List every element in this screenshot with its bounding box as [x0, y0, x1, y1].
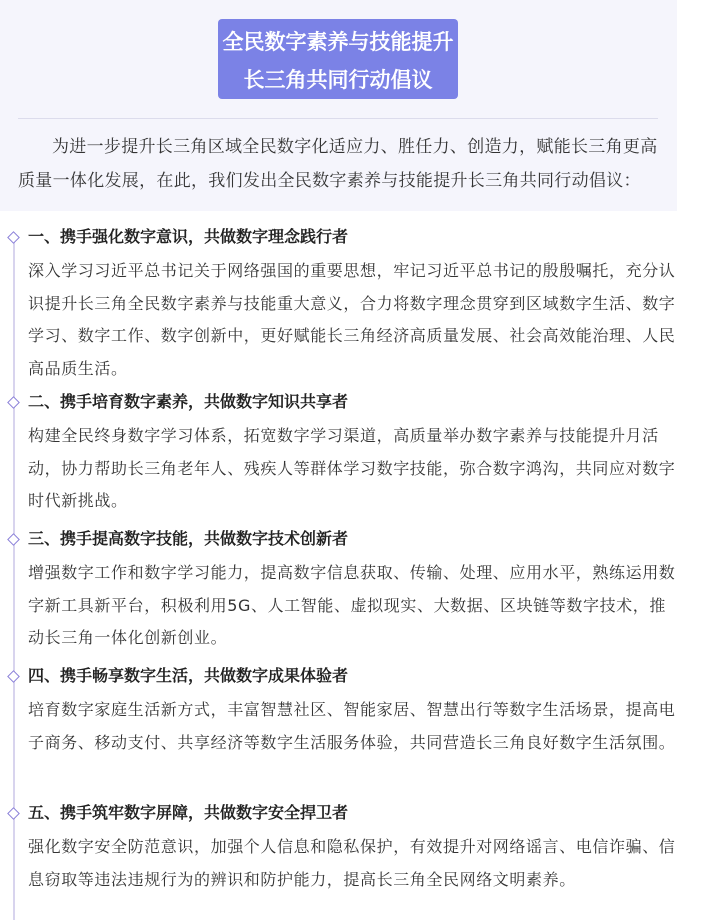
section-body: 强化数字安全防范意识，加强个人信息和隐私保护，有效提升对网络谣言、电信诈骗、信息窃取等违法违规行为的辨识和防护能力，提高长三角全民网络文明素养。 [28, 837, 676, 889]
intro-panel [0, 0, 677, 211]
diamond-bullet-icon [7, 670, 20, 683]
diamond-bullet-icon [7, 231, 20, 244]
title-line-2: 长三角共同行动倡议 [243, 68, 433, 92]
diamond-bullet-icon [7, 807, 20, 820]
section-title: 三、携手提高数字技能，共做数字技术创新者 [28, 529, 349, 548]
section-title: 一、携手强化数字意识，共做数字理念践行者 [28, 227, 349, 246]
title-banner [218, 19, 458, 99]
diamond-bullet-icon [7, 533, 20, 546]
section-title: 五、携手筑牢数字屏障，共做数字安全捍卫者 [28, 803, 349, 822]
section-body: 深入学习习近平总书记关于网络强国的重要思想，牢记习近平总书记的殷殷嘱托，充分认识提升长三角全民数字素养与技能重大意义，合力将数字理念贯穿到区域数字生活、数字学习、数字工作、数字创新中，更好赋能长三角经济高质量发展、社会高效能治理、人民高品质生活。 [28, 261, 676, 378]
section-body: 增强数字工作和数字学习能力，提高数字信息获取、传输、处理、应用水平，熟练运用数字新工具新平台，积极利用5G、人工智能、虚拟现实、大数据、区块链等数字技术，推动长三角一体化创新创业。 [28, 563, 676, 647]
title-line-1: 全民数字素养与技能提升 [222, 30, 454, 54]
intro-paragraph: 为进一步提升长三角区域全民数字化适应力、胜任力、创造力，赋能长三角更高质量一体化发展，在此，我们发出全民数字素养与技能提升长三角共同行动倡议： [18, 137, 658, 191]
section-title: 二、携手培育数字素养，共做数字知识共享者 [28, 392, 349, 411]
title-divider [18, 118, 658, 119]
diamond-bullet-icon [7, 396, 20, 409]
section-body: 构建全民终身数字学习体系，拓宽数字学习渠道，高质量举办数字素养与技能提升月活动，协力帮助长三角老年人、残疾人等群体学习数字技能，弥合数字鸿沟，共同应对数字时代新挑战。 [28, 426, 676, 510]
section-title: 四、携手畅享数字生活，共做数字成果体验者 [28, 666, 349, 685]
section-body: 培育数字家庭生活新方式，丰富智慧社区、智能家居、智慧出行等数字生活场景，提高电子商务、移动支付、共享经济等数字生活服务体验，共同营造长三角良好数字生活氛围。 [28, 700, 676, 752]
